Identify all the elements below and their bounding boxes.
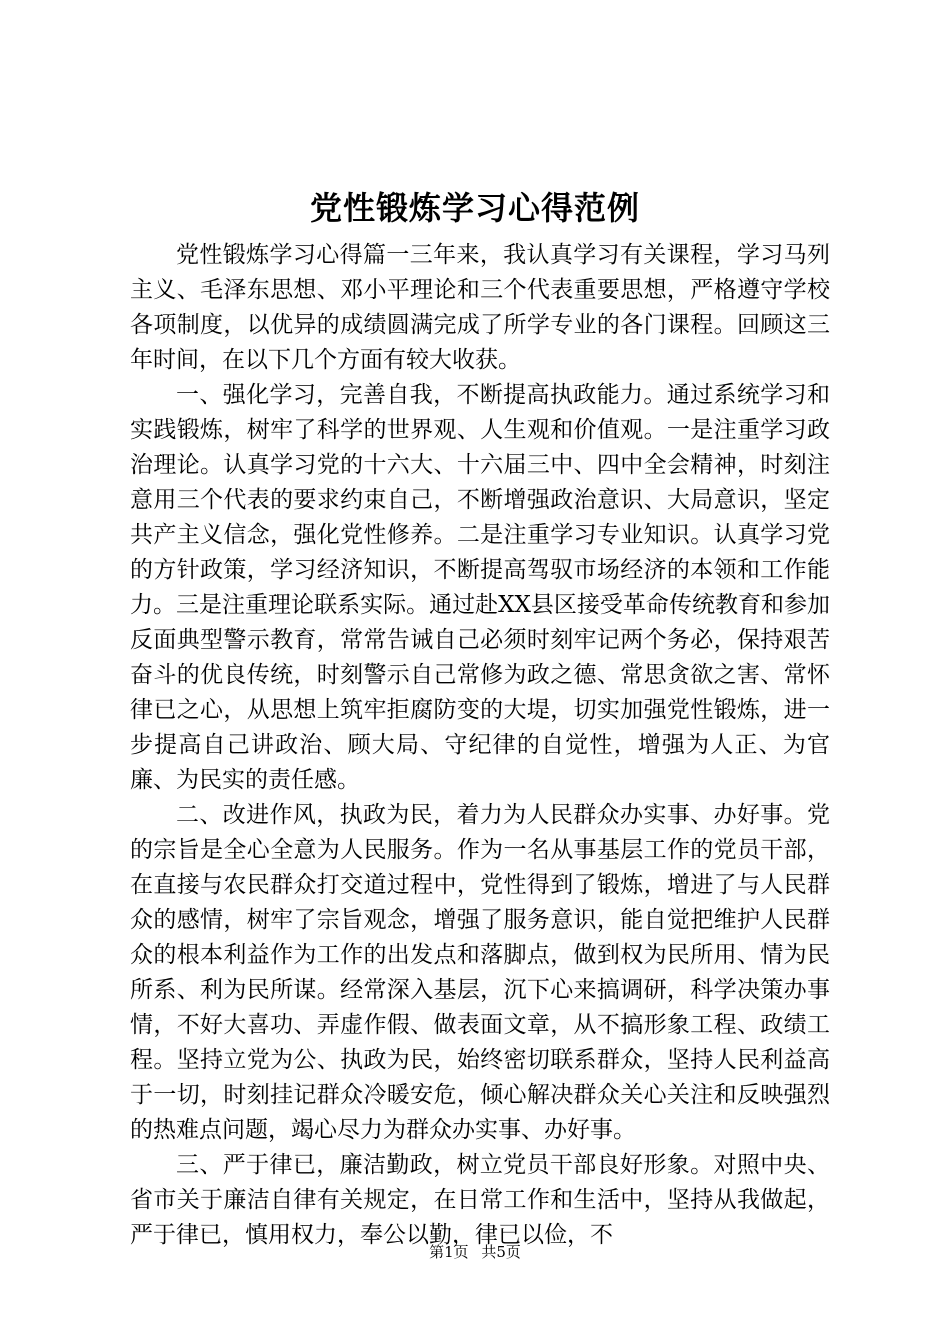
paragraph-intro: 党性锻炼学习心得篇一三年来，我认真学习有关课程，学习马列主义、毛泽东思想、邓小平理论和三个代表重要思想，严格遵守学校各项制度，以优异的成绩圆满完成了所学专业的各门课程。回顾这三年时间，在以下几个方面有较大收获。 bbox=[130, 242, 830, 373]
page-number-total: 共5页 bbox=[481, 1243, 521, 1261]
document-title: 党性锻炼学习心得范例 bbox=[309, 189, 640, 227]
page-number-current: 第1页 bbox=[429, 1243, 469, 1261]
paragraph-section-1: 一、强化学习，完善自我，不断提高执政能力。通过系统学习和实践锻炼，树牢了科学的世界观、人生观和价值观。一是注重学习政治理论。认真学习党的十六大、十六届三中、四中全会精神，时刻注意用三个代表的要求约束自己，不断增强政治意识、大局意识，坚定共产主义信念，强化党性修养。二是注重学习专业知识。认真学习党的方针政策，学习经济知识，不断提高驾驭市场经济的本领和工作能力。三是注重理论联系实际。通过赴XX县区接受革命传统教育和参加反面典型警示教育，常常告诫自己必须时刻牢记两个务必，保持艰苦奋斗的优良传统，时刻警示自己常修为政之德、常思贪欲之害、常怀律已之心，从思想上筑牢拒腐防变的大堤，切实加强党性锻炼，进一步提高自己讲政治、顾大局、守纪律的自觉性，增强为人正、为官廉、为民实的责任感。 bbox=[130, 382, 830, 793]
paragraph-section-2: 二、改进作风，执政为民，着力为人民群众办实事、办好事。党的宗旨是全心全意为人民服务。作为一名从事基层工作的党员干部，在直接与农民群众打交道过程中，党性得到了锻炼，增进了与人民群众的感情，树牢了宗旨观念，增强了服务意识，能自觉把维护人民群众的根本利益作为工作的出发点和落脚点，做到权为民所用、情为民所系、利为民所谋。经常深入基层，沉下心来搞调研，科学决策办事情，不好大喜功、弄虚作假、做表面文章，从不搞形象工程、政绩工程。坚持立党为公、执政为民，始终密切联系群众，坚持人民利益高于一切，时刻挂记群众冷暖安危，倾心解决群众关心关注和反映强烈的热难点问题，竭心尽力为群众办实事、办好事。 bbox=[130, 802, 830, 1143]
paragraph-section-3: 三、严于律已，廉洁勤政，树立党员干部良好形象。对照中央、省市关于廉洁自律有关规定，在日常工作和生活中，坚持从我做起，严于律已，慎用权力，奉公以勤，律已以俭，不 bbox=[130, 1152, 830, 1248]
page-footer bbox=[0, 1240, 950, 1264]
document-body bbox=[130, 238, 830, 1253]
